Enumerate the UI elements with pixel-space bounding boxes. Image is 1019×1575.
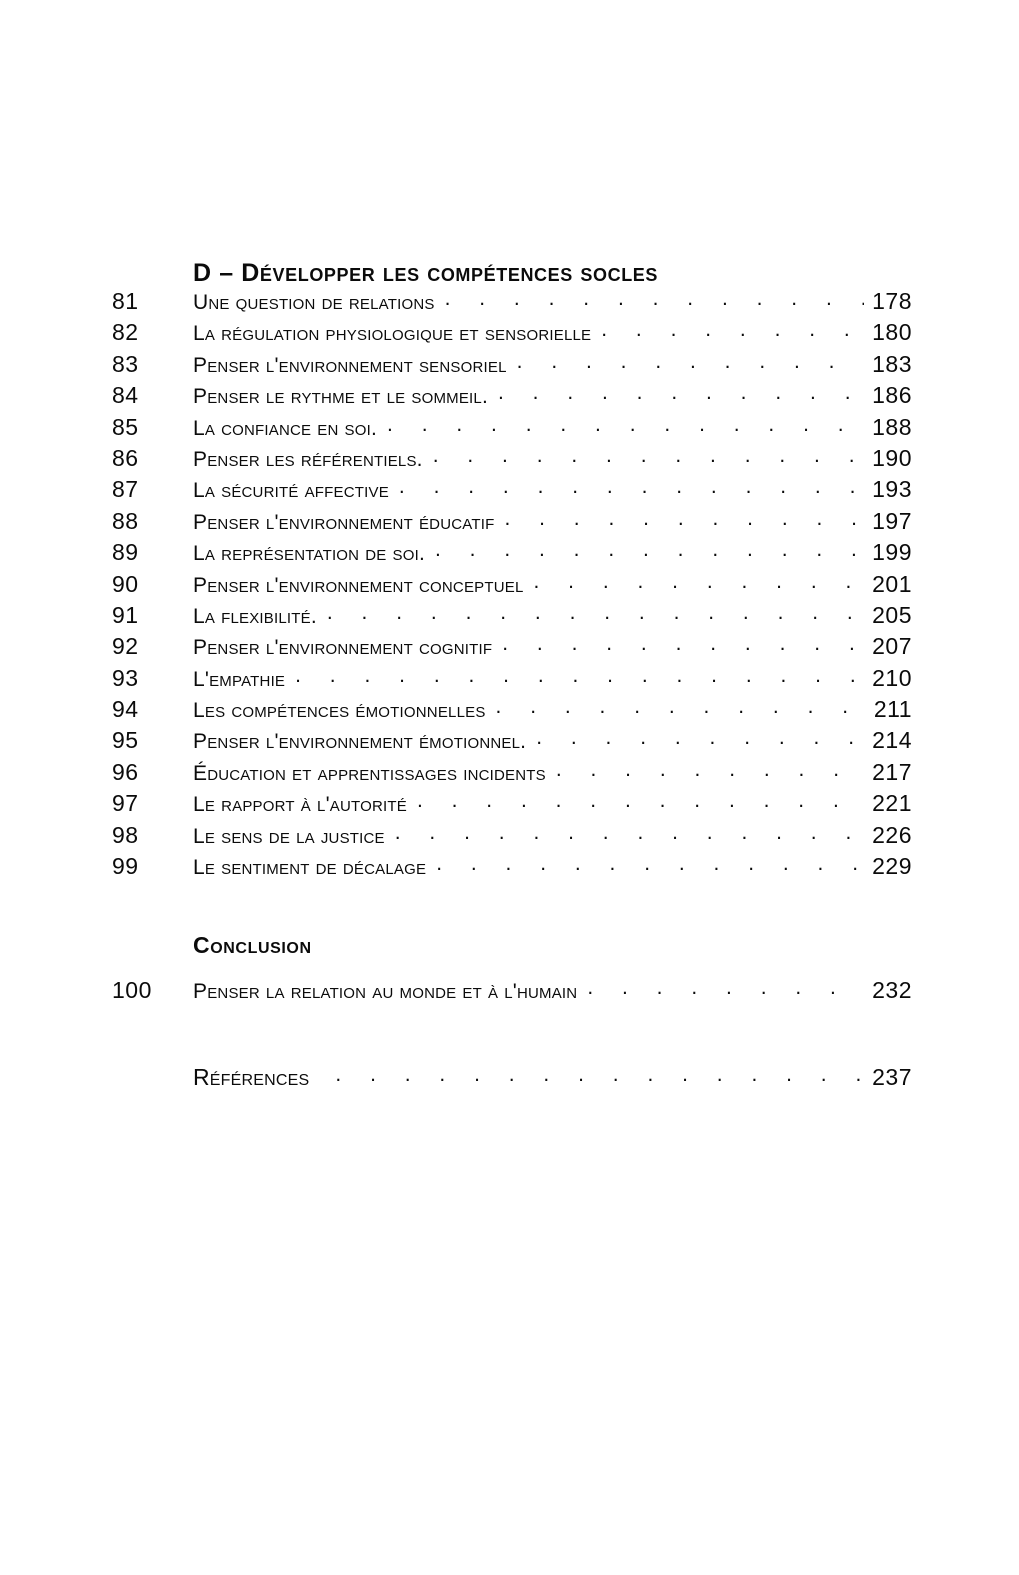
toc-entry-page-number: 226	[872, 821, 912, 848]
toc-entry-title: Penser le rythme et le sommeil.	[193, 385, 488, 409]
toc-entry-number: 94	[112, 696, 139, 723]
dot-leader	[399, 476, 864, 497]
toc-entry-page-number: 207	[872, 633, 912, 660]
toc-entry-row[interactable]	[112, 665, 912, 696]
toc-entry-row[interactable]	[112, 319, 912, 350]
dot-leader	[502, 633, 864, 654]
toc-list-conclusion	[112, 977, 912, 1008]
toc-entry-page-number: 214	[872, 727, 912, 754]
toc-entry-row[interactable]	[112, 977, 912, 1008]
toc-entry-number: 90	[112, 570, 139, 597]
dot-leader	[601, 319, 864, 340]
toc-entry-row[interactable]	[112, 382, 912, 413]
toc-entry-number: 97	[112, 790, 139, 817]
toc-entry-row[interactable]	[112, 790, 912, 821]
toc-entry-page-number: 190	[872, 444, 912, 471]
toc-entry-title: Penser l'environnement cognitif	[193, 636, 493, 660]
toc-entry-page-number: 183	[872, 350, 912, 377]
toc-entry-title: Penser la relation au monde et à l'humain	[193, 980, 578, 1004]
toc-entry-number: 89	[112, 539, 139, 566]
toc-entry-title: Penser l'environnement éducatif	[193, 510, 495, 534]
toc-entry-number: 82	[112, 319, 139, 346]
toc-list-part-d	[112, 288, 912, 884]
toc-entry-number: 91	[112, 601, 139, 628]
toc-entry-page-number: 205	[872, 601, 912, 628]
toc-entry-page-number: 210	[872, 664, 912, 691]
toc-entry-number: 92	[112, 633, 139, 660]
toc-entry-page-number: 232	[872, 977, 912, 1004]
dot-leader	[387, 414, 864, 435]
dot-leader	[435, 539, 864, 560]
toc-entry-number: 95	[112, 727, 139, 754]
toc-entry-row[interactable]	[112, 288, 912, 319]
toc-entry-page-number: 221	[872, 790, 912, 817]
toc-entry-title: Penser l'environnement conceptuel	[193, 573, 524, 597]
toc-entry-number: 86	[112, 444, 139, 471]
dot-leader	[534, 571, 865, 592]
toc-entry-title: Les compétences émotionnelles	[193, 699, 486, 723]
toc-entry-row[interactable]	[112, 633, 912, 664]
toc-entry-title: Penser l'environnement émotionnel.	[193, 730, 527, 754]
toc-entry-title: La représentation de soi.	[193, 542, 425, 566]
toc-entry-row[interactable]	[112, 539, 912, 570]
toc-entry-page-number: 211	[873, 696, 912, 723]
toc-entry-title: Le rapport à l'autorité	[193, 793, 407, 817]
dot-leader	[536, 727, 864, 748]
toc-entry-number: 93	[112, 664, 139, 691]
dot-leader	[335, 1064, 864, 1085]
toc-entry-page-number: 217	[872, 758, 912, 785]
dot-leader	[498, 382, 864, 403]
toc-entry-page-number: 178	[872, 288, 912, 314]
toc-entry-page-number: 229	[872, 853, 912, 880]
toc-entry-page-number: 199	[872, 539, 912, 566]
toc-entry-row[interactable]	[112, 853, 912, 884]
toc-entry-row[interactable]	[112, 696, 912, 727]
toc-entry-title: La sécurité affective	[193, 479, 389, 503]
dot-leader	[517, 351, 864, 372]
dot-leader	[295, 665, 864, 686]
toc-entry-row[interactable]	[112, 414, 912, 445]
toc-entry-number: 98	[112, 821, 139, 848]
toc-entry-number: 83	[112, 350, 139, 377]
section-heading-conclusion: Conclusion	[193, 932, 312, 959]
dot-leader	[417, 790, 864, 811]
dot-leader	[587, 977, 864, 998]
toc-entry-number: 84	[112, 382, 139, 409]
toc-entry-title: L'empathie	[193, 667, 286, 691]
toc-entry-row[interactable]	[112, 602, 912, 633]
dot-leader	[327, 602, 864, 623]
toc-entry-number: 96	[112, 758, 139, 785]
toc-entry-title: La flexibilité.	[193, 604, 317, 628]
spacer	[112, 960, 912, 977]
toc-entry-title: Références	[193, 1064, 310, 1091]
toc-entry-page-number: 237	[872, 1064, 912, 1091]
toc-entry-title: Penser les référentiels.	[193, 447, 423, 471]
toc-entry-page-number: 188	[872, 413, 912, 440]
toc-entry-number: 85	[112, 413, 139, 440]
spacer	[112, 1008, 912, 1064]
dot-leader	[395, 822, 864, 843]
toc-entry-number: 87	[112, 476, 139, 503]
toc-entry-row[interactable]	[112, 759, 912, 790]
toc-entry-row[interactable]	[112, 727, 912, 758]
toc-entry-page-number: 201	[872, 570, 912, 597]
section-heading-part-d: D – Développer les compétences socles	[193, 259, 659, 287]
toc-entry-row[interactable]	[112, 476, 912, 507]
dot-leader	[433, 445, 864, 466]
toc-entry-page-number: 180	[872, 319, 912, 346]
toc-entry-title: Une question de relations	[193, 291, 435, 314]
toc-entry-row[interactable]	[112, 445, 912, 476]
toc-entry-title: Éducation et apprentissages incidents	[193, 761, 546, 785]
toc-entry-number: 88	[112, 507, 139, 534]
toc-entry-title: Le sens de la justice	[193, 824, 385, 848]
dot-leader	[445, 288, 864, 309]
toc-entry-title: Le sentiment de décalage	[193, 856, 427, 880]
toc-entry-page-number: 186	[872, 382, 912, 409]
dot-leader	[436, 853, 864, 874]
toc-entry-row[interactable]	[112, 571, 912, 602]
toc-list-references	[112, 1064, 912, 1095]
toc-entry-title: Penser l'environnement sensoriel	[193, 353, 507, 377]
dot-leader	[496, 696, 864, 717]
dot-leader	[504, 508, 864, 529]
toc-entry-number: 99	[112, 853, 139, 880]
toc-entry-number: 81	[112, 288, 139, 314]
toc-entry-title: La régulation physiologique et sensorielle	[193, 322, 592, 346]
toc-entry-page-number: 193	[872, 476, 912, 503]
toc-content	[112, 258, 912, 1096]
toc-entry-page-number: 197	[872, 507, 912, 534]
dot-leader	[556, 759, 864, 780]
toc-entry-row[interactable]	[112, 351, 912, 382]
toc-entry-row[interactable]	[112, 508, 912, 539]
toc-entry-row-references[interactable]	[112, 1064, 912, 1095]
spacer	[112, 884, 912, 932]
toc-entry-title: La confiance en soi.	[193, 416, 378, 440]
toc-entry-number: 100	[112, 977, 152, 1004]
toc-entry-row[interactable]	[112, 822, 912, 853]
